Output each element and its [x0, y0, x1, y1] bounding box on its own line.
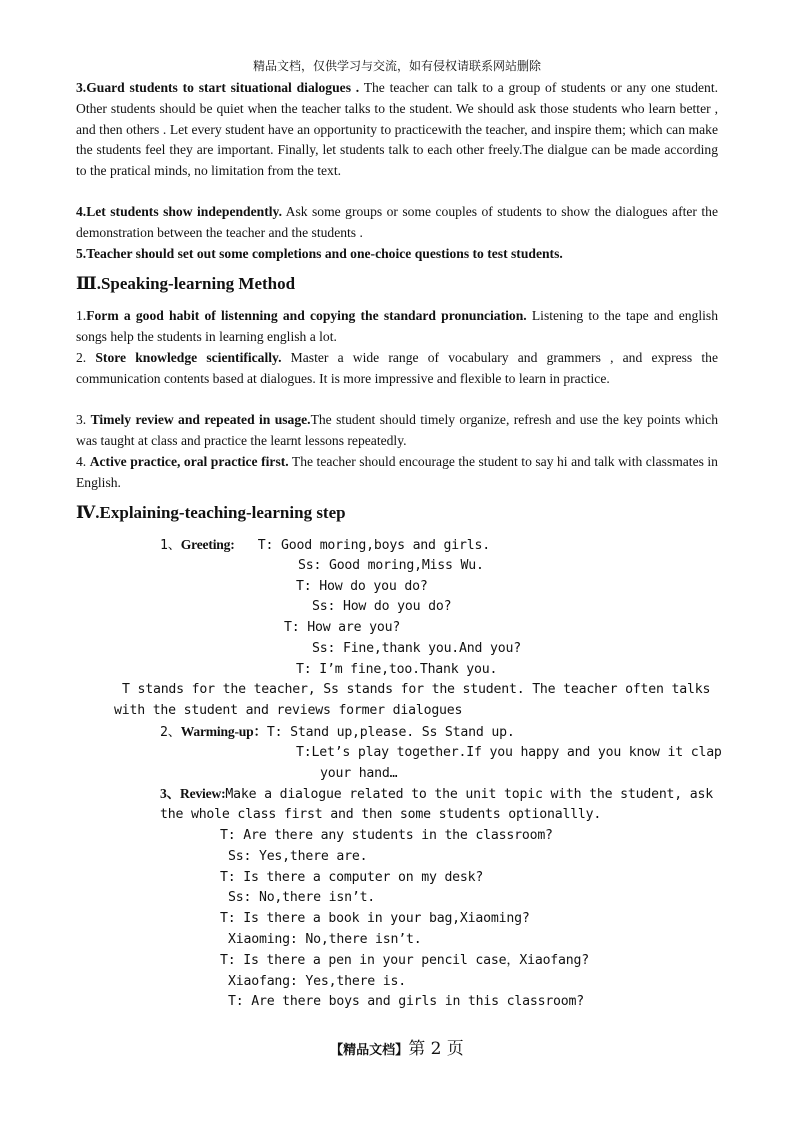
dialogue-line: T: Are there boys and girls in this classroom? [228, 994, 585, 1009]
dialogue-line: T: Are there any students in the classroom? [220, 828, 553, 843]
section-heading-speaking-learning: Ⅲ.Speaking-learning Method [76, 274, 296, 293]
dialogue-line: Ss: How do you do? [312, 599, 452, 614]
greeting-note: T stands for the teacher, Ss stands for the student. The teacher often talks [122, 682, 711, 697]
section-heading-explaining-teaching: Ⅳ.Explaining-teaching-learning step [76, 503, 346, 522]
item-heading: 3.Guard students to start situational dialogues . [76, 80, 360, 95]
guard-students-paragraph [76, 78, 718, 182]
dialogue-line: T: Is there a computer on my desk? [220, 870, 484, 885]
watermark-header: 精品文档，仅供学习与交流，如有侵权请联系网站删除 [252, 59, 541, 73]
method-item-1: 1.Form a good habit of listenning and copying the standard pronunciation. Listening to the tape and english songs help the students in learning english a lot. [76, 308, 718, 344]
review-line-2: the whole class first and then some students optionallly. [160, 807, 602, 822]
review-line-1: 3、Review:Make a dialogue related to the unit topic with the student, ask [160, 786, 713, 802]
page-footer [0, 1034, 794, 1059]
method-item-3: 3. Timely review and repeated in usage.The student should timely organize, refresh and use the key points which was taught at class and practice the learnt lessons repeatedly. [76, 412, 718, 448]
show-independently-paragraph [76, 202, 718, 244]
greeting-note: with the student and reviews former dialogues [114, 703, 463, 718]
dialogue-line: T: How do you do? [296, 579, 428, 594]
dialogue-line: T: Is there a pen in your pencil case，Xiaofang? [220, 953, 590, 968]
method-item-2: 2. Store knowledge scientifically. Master a wide range of vocabulary and grammers , and express the communication contents based at dialogues. It is more impressive and flexible to learn in practice. [76, 350, 718, 386]
dialogue-line: Ss: Yes,there are. [228, 849, 368, 864]
dialogue-line: Ss: No,there isn’t. [228, 890, 376, 905]
greeting-line-1: 1、Greeting: T: Good moring,boys and girls. [160, 537, 490, 553]
warming-up-line-2: T:Let’s play together.If you happy and you know it clap [296, 745, 722, 760]
dialogue-line: T: Is there a book in your bag,Xiaoming? [220, 911, 530, 926]
item-text: Ask some groups or some couples of students to show the dialogues after the demonstration between the teacher and the students . [76, 204, 718, 240]
dialogue-line: Xiaoming: No,there isn’t. [228, 932, 422, 947]
method-item-4: 4. Active practice, oral practice first. The teacher should encourage the student to say hi and talk with classmates in English. [76, 454, 718, 490]
footer-tag: 【精品文档】 [330, 1043, 409, 1058]
warming-up-line-3: your hand… [320, 766, 398, 781]
dialogue-line: T: How are you? [284, 620, 401, 635]
dialogue-line: T: I’m fine,too.Thank you. [296, 662, 498, 677]
item-text: The teacher can talk to a group of students or any one student. Other students should be quiet when the teacher talks to the student. We should ask those students who learn better , and then others . Let every student have an opportunity to practicewith the teacher, and inspire them; which can make the students feel they are important. Finally, let students talk to each other freely.The dialgue can be made according to the pratical minds, no limitation from the text. [76, 80, 719, 179]
dialogue-line: Ss: Fine,thank you.And you? [312, 641, 521, 656]
item-heading: 4.Let students show independently. [76, 204, 282, 219]
dialogue-line: Xiaofang: Yes,there is. [228, 974, 407, 989]
dialogue-line: Ss: Good moring,Miss Wu. [298, 558, 484, 573]
completions-paragraph [76, 244, 718, 265]
warming-up-line-1: 2、Warming-up：T: Stand up,please. Ss Stand up. [160, 724, 515, 740]
page-number: 第 2 页 [408, 1039, 464, 1059]
item-heading: 5.Teacher should set out some completions and one-choice questions to test students. [76, 246, 563, 261]
